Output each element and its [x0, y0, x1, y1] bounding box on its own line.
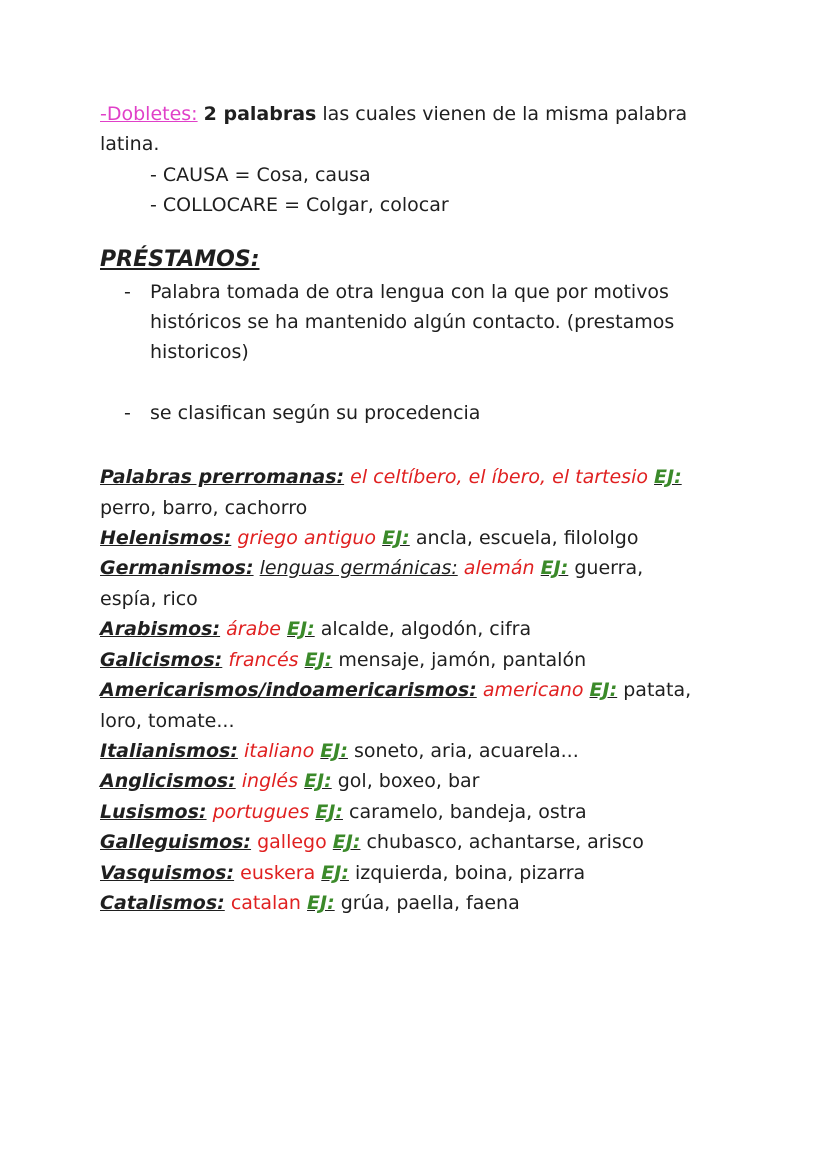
ej-label: EJ: — [382, 527, 410, 550]
category-examples: caramelo, bandeja, ostra — [349, 800, 587, 823]
bullet-text: Palabra tomada de otra lengua con la que por motivos históricos se ha mantenido algún contacto. (prestamos historicos) — [150, 280, 675, 364]
category-term: Lusismos: — [100, 800, 207, 823]
category-term: Arabismos: — [100, 618, 221, 641]
ej-label: EJ: — [654, 466, 682, 489]
category-origin: catalan — [230, 891, 301, 914]
category-term: Germanismos: — [100, 557, 254, 580]
dobletes-example: - CAUSA = Cosa, causa — [150, 163, 371, 186]
category-origin: euskera — [240, 861, 316, 884]
category-examples: gol, boxeo, bar — [337, 770, 480, 793]
category-origin: italiano — [243, 739, 315, 762]
prestamos-bullet — [100, 398, 740, 428]
category-examples: patata, — [623, 679, 692, 702]
category-line — [100, 645, 740, 675]
category-line — [100, 766, 740, 796]
dobletes-line-2: latina. — [100, 133, 160, 156]
category-origin: gallego — [257, 831, 327, 854]
ej-label: EJ: — [320, 739, 348, 762]
category-line — [100, 462, 740, 492]
category-line — [100, 827, 740, 857]
category-origin: americano — [482, 679, 584, 702]
bullet-dash: - — [124, 401, 131, 424]
category-line — [100, 797, 740, 827]
dobletes-example: - COLLOCARE = Colgar, colocar — [150, 194, 449, 217]
category-origin: árabe — [226, 618, 281, 641]
category-term: Americarismos/indoamericarismos: — [100, 679, 477, 702]
ej-label: EJ: — [540, 557, 569, 580]
ej-label: EJ: — [304, 648, 333, 671]
category-examples: perro, barro, cachorro — [100, 496, 308, 519]
ej-label: EJ: — [307, 891, 335, 914]
category-origin: francés — [228, 648, 299, 671]
category-term: Galicismos: — [100, 648, 223, 671]
bullet-text: se clasifican según su procedencia — [150, 401, 481, 424]
category-examples: soneto, aria, acuarela... — [353, 739, 579, 762]
document-page — [100, 99, 740, 918]
ej-label: EJ: — [332, 831, 361, 854]
ej-label: EJ: — [321, 861, 349, 884]
category-term: Helenismos: — [100, 527, 232, 550]
category-term: Anglicismos: — [100, 770, 236, 793]
category-line — [100, 858, 740, 888]
category-origin: alemán — [463, 557, 535, 580]
dobletes-line — [100, 99, 740, 129]
category-line — [100, 614, 740, 644]
category-line — [100, 675, 740, 705]
category-examples-cont: espía, rico — [100, 587, 198, 610]
category-term: Palabras prerromanas: — [100, 466, 345, 489]
prestamos-bullet — [100, 277, 740, 368]
ej-label: EJ: — [315, 800, 343, 823]
category-origin: inglés — [241, 770, 298, 793]
dobletes-label: -Dobletes: — [100, 103, 198, 125]
category-term: Galleguismos: — [100, 831, 252, 854]
category-examples: guerra, — [574, 557, 644, 580]
category-origin: griego antiguo — [237, 527, 377, 550]
category-examples: ancla, escuela, filololgo — [415, 527, 639, 550]
category-origin: portugues — [212, 800, 310, 823]
category-line — [100, 553, 740, 583]
ej-label: EJ: — [287, 618, 315, 641]
dobletes-text-1: las cuales vienen de la misma palabra — [322, 103, 688, 125]
category-line — [100, 888, 740, 918]
category-examples: grúa, paella, faena — [340, 891, 520, 914]
category-examples: mensaje, jamón, pantalón — [338, 648, 587, 671]
category-examples-cont: loro, tomate... — [100, 709, 235, 732]
category-term: Vasquismos: — [100, 861, 235, 884]
category-origin-black: lenguas germánicas: — [259, 557, 458, 580]
category-line — [100, 736, 740, 766]
category-examples: chubasco, achantarse, arisco — [366, 831, 644, 854]
dobletes-bold: 2 palabras — [203, 103, 317, 125]
category-term: Catalismos: — [100, 891, 225, 914]
category-examples: alcalde, algodón, cifra — [320, 618, 532, 641]
bullet-dash: - — [124, 280, 131, 303]
ej-label: EJ: — [304, 770, 332, 793]
category-line — [100, 523, 740, 553]
category-term: Italianismos: — [100, 739, 238, 762]
prestamos-heading: PRÉSTAMOS: — [100, 246, 260, 272]
ej-label: EJ: — [589, 679, 618, 702]
category-origin: el celtíbero, el íbero, el tartesio — [350, 466, 648, 489]
category-examples: izquierda, boina, pizarra — [354, 861, 586, 884]
